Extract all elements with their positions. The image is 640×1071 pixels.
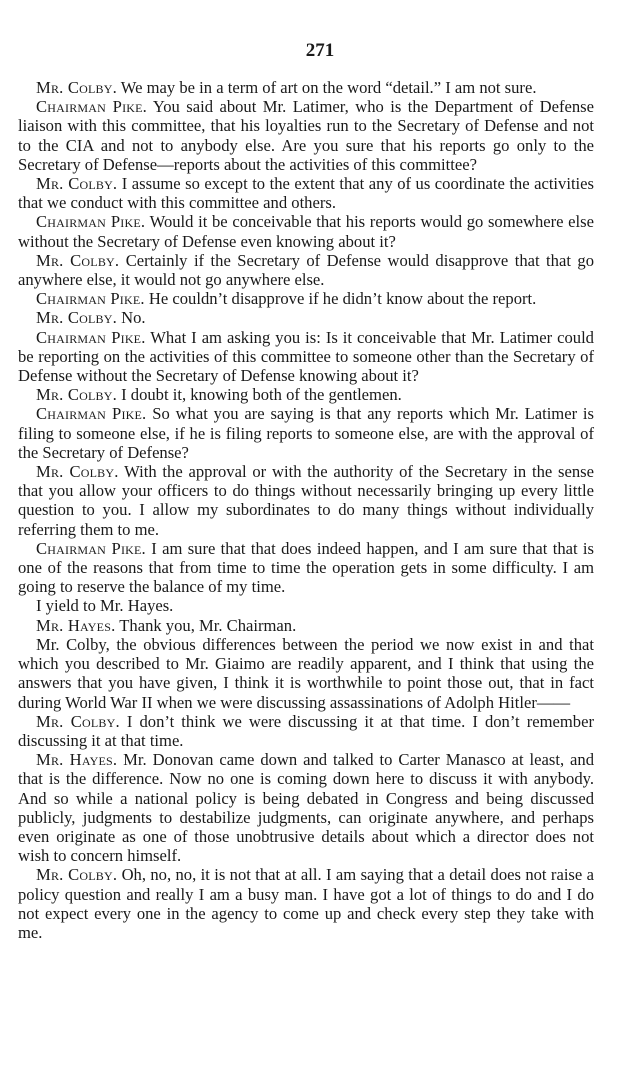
paragraph-text: So what you are saying is that any reports which Mr. Latimer is filing to someone else, if he is filing reports to someone else, are with the approval of the Secretary of Defense?	[18, 404, 594, 462]
paragraph-text: No.	[116, 308, 146, 328]
speaker-name: Chairman Pike.	[36, 327, 146, 347]
page-number: 271	[305, 40, 335, 61]
paragraph	[18, 712, 594, 750]
paragraph	[18, 635, 594, 712]
paragraph-text: Thank you, Mr. Chairman.	[115, 615, 297, 635]
paragraph-text: You said about Mr. Latimer, who is the Department of Defense liaison with this committee, that his loyalties run to the Secretary of Defense and not to the CIA and not to anybody else. Are you sure that his reports go only to the Secretary of Defense—reports about the activities of this committee?	[18, 97, 594, 174]
speaker-name: Chairman Pike.	[36, 212, 146, 232]
speaker-name: Mr. Colby.	[36, 462, 119, 482]
paragraph	[18, 78, 594, 97]
speaker-name: Mr. Colby.	[36, 174, 118, 194]
paragraph	[18, 404, 594, 462]
paragraph-text: What I am asking you is: Is it conceivable that Mr. Latimer could be reporting on the activities of this committee to someone other than the Secretary of Defense without the Secretary of Defense knowing about it?	[18, 327, 594, 386]
paragraph	[18, 539, 594, 597]
speaker-name: Mr. Colby.	[36, 711, 120, 731]
paragraph	[18, 328, 594, 386]
speaker-name: Mr. Colby.	[36, 308, 117, 328]
speaker-name: Mr. Colby.	[36, 250, 120, 270]
speaker-name: Mr. Colby.	[36, 865, 118, 885]
paragraph	[18, 251, 594, 289]
paragraph	[18, 750, 594, 865]
speaker-name: Chairman Pike.	[36, 404, 147, 424]
speaker-name: Chairman Pike.	[36, 538, 146, 558]
paragraph	[18, 97, 594, 174]
speaker-name: Chairman Pike.	[36, 289, 145, 309]
paragraph	[18, 596, 594, 615]
speaker-name: Mr. Colby.	[36, 385, 117, 405]
paragraph-text: Would it be conceivable that his reports would go somewhere else without the Secretary of Defense even knowing about it?	[18, 212, 594, 251]
paragraph	[18, 462, 594, 539]
paragraph	[18, 212, 594, 250]
speaker-name: Mr. Hayes.	[36, 750, 118, 770]
speaker-name: Mr. Hayes.	[36, 615, 116, 635]
paragraph-text: I doubt it, knowing both of the gentlemen.	[116, 385, 402, 405]
paragraph-text: We may be in a term of art on the word “detail.” I am not sure.	[116, 78, 537, 97]
paragraph	[18, 616, 594, 635]
paragraph	[18, 289, 594, 308]
speaker-name: Mr. Colby.	[36, 78, 117, 97]
paragraph-text: Oh, no, no, it is not that at all. I am saying that a detail does not raise a policy question and really I am a busy man. I have got a lot of things to do and I do not expect every one in the agency to come up and check every step they take with me.	[18, 865, 594, 942]
paragraph-text: Mr. Donovan came down and talked to Carter Manasco at least, and that is the difference. Now no one is coming down here to discuss it with anybody. And so while a national policy is being debated in Congress and being discussed publicly, judgments to destabilize judgments, can originate anywhere, and perhaps even originate as one of those unobtrusive details about which a director does not wish to concern himself.	[18, 750, 594, 866]
paragraph-text: I am sure that that does indeed happen, and I am sure that that is one of the reasons that from time to time the operation gets in some difficulty. I am going to reserve the balance of my time.	[18, 538, 594, 597]
transcript-body	[18, 78, 594, 942]
paragraph-text: With the approval or with the authority of the Secretary in the sense that you allow your officers to do things without necessarily bringing up every little question to you. I allow my subordinates to do many things without individually referring them to me.	[18, 462, 594, 539]
paragraph-text: Mr. Colby, the obvious differences between the period we now exist in and that which you described to Mr. Giaimo are readily apparent, and I think that using the answers that you have given, I think it is worthwhile to point those out, that in fact during World War II when we were discussing assassinations of Adolph Hitler——	[18, 634, 594, 712]
paragraph	[18, 865, 594, 942]
paragraph-text: He couldn’t disapprove if he didn’t know about the report.	[144, 289, 537, 309]
paragraph	[18, 174, 594, 212]
paragraph-text: I yield to Mr. Hayes.	[36, 596, 174, 616]
paragraph-text: I assume so except to the extent that any of us coordinate the activities that we conduct with this committee and others.	[18, 174, 594, 213]
paragraph-text: I don’t think we were discussing it at that time. I don’t remember discussing it at that time.	[18, 711, 594, 750]
paragraph	[18, 385, 594, 404]
speaker-name: Chairman Pike.	[36, 97, 148, 117]
paragraph	[18, 308, 594, 327]
paragraph-text: Certainly if the Secretary of Defense would disapprove that that go anywhere else, it would not go anywhere else.	[18, 250, 594, 290]
